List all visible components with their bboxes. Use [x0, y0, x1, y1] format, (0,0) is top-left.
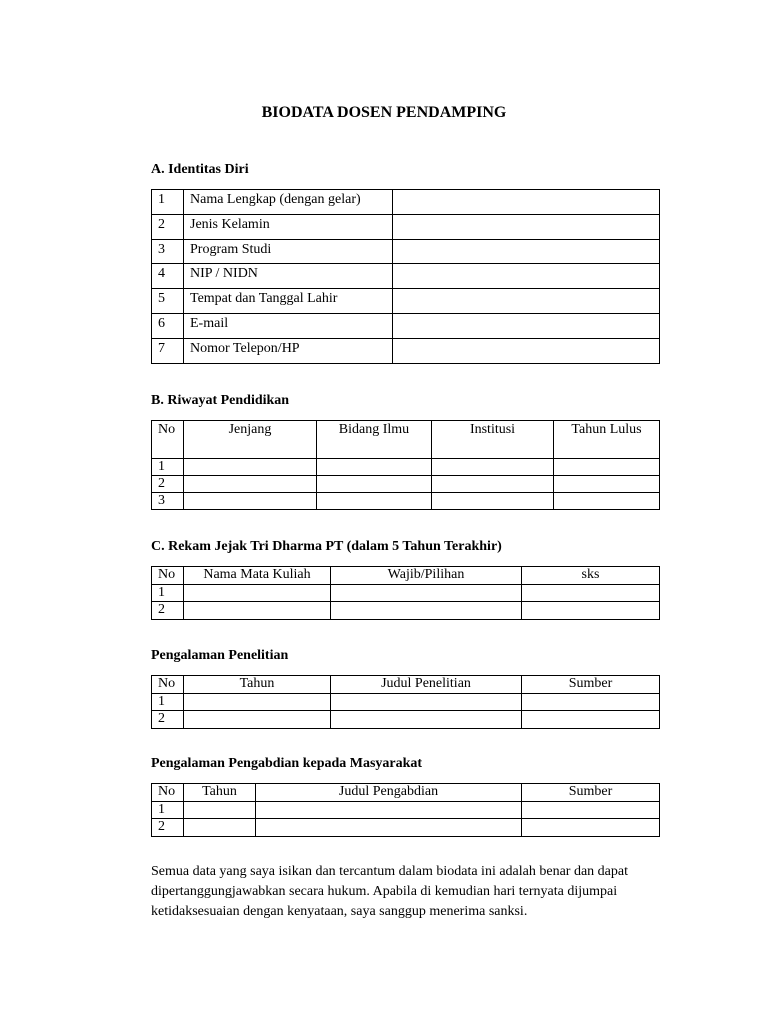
table-cell[interactable]: [522, 693, 660, 711]
identitas-diri-table: [151, 189, 660, 364]
row-number: 3: [152, 239, 184, 264]
table-cell[interactable]: [184, 584, 331, 602]
table-row: [152, 819, 660, 837]
table-cell[interactable]: [331, 602, 522, 620]
table-row: [152, 264, 660, 289]
penelitian-heading: Pengalaman Penelitian: [151, 648, 289, 663]
table-cell[interactable]: [432, 459, 554, 476]
column-header: Judul Pengabdian: [256, 784, 522, 802]
table-row: [152, 190, 660, 215]
column-header: Judul Penelitian: [331, 676, 522, 694]
pengabdian-table: [151, 783, 660, 837]
row-number: 1: [152, 693, 184, 711]
table-cell[interactable]: [432, 493, 554, 510]
table-cell[interactable]: [184, 693, 331, 711]
table-header-row: [152, 421, 660, 459]
table-row: [152, 693, 660, 711]
column-header: Institusi: [432, 421, 554, 459]
field-label: Nomor Telepon/HP: [184, 338, 393, 363]
table-cell[interactable]: [522, 602, 660, 620]
table-row: [152, 338, 660, 363]
table-cell[interactable]: [522, 801, 660, 819]
declaration-statement: Semua data yang saya isikan dan tercantum dalam biodata ini adalah benar dan dapat dipertanggungjawabkan secara hukum. Apabila di kemudian hari ternyata dijumpai ketidaksesuaian dengan kenyataan, saya sanggup menerima sanksi.: [151, 864, 628, 919]
row-number: 2: [152, 214, 184, 239]
column-header: No: [152, 784, 184, 802]
riwayat-pendidikan-table: [151, 420, 660, 510]
table-row: [152, 584, 660, 602]
column-header: Sumber: [522, 784, 660, 802]
table-header-row: [152, 784, 660, 802]
table-row: [152, 493, 660, 510]
table-cell[interactable]: [184, 476, 317, 493]
table-row: [152, 711, 660, 729]
table-cell[interactable]: [184, 493, 317, 510]
field-label: E-mail: [184, 313, 393, 338]
field-label: Tempat dan Tanggal Lahir: [184, 289, 393, 314]
table-cell[interactable]: [554, 476, 660, 493]
row-number: 3: [152, 493, 184, 510]
pengabdian-heading: Pengalaman Pengabdian kepada Masyarakat: [151, 756, 423, 771]
field-value[interactable]: [393, 190, 660, 215]
row-number: 2: [152, 711, 184, 729]
table-header-row: [152, 676, 660, 694]
row-number: 1: [152, 190, 184, 215]
table-cell[interactable]: [256, 819, 522, 837]
column-header: Jenjang: [184, 421, 317, 459]
table-cell[interactable]: [317, 493, 432, 510]
table-row: [152, 602, 660, 620]
column-header: Tahun: [184, 676, 331, 694]
column-header: No: [152, 567, 184, 585]
table-row: [152, 313, 660, 338]
row-number: 2: [152, 602, 184, 620]
table-cell[interactable]: [522, 584, 660, 602]
table-cell[interactable]: [554, 493, 660, 510]
field-label: NIP / NIDN: [184, 264, 393, 289]
column-header: No: [152, 421, 184, 459]
section-b-heading: B. Riwayat Pendidikan: [151, 393, 290, 408]
table-cell[interactable]: [331, 584, 522, 602]
field-label: Program Studi: [184, 239, 393, 264]
field-value[interactable]: [393, 313, 660, 338]
row-number: 4: [152, 264, 184, 289]
field-value[interactable]: [393, 239, 660, 264]
table-cell[interactable]: [184, 602, 331, 620]
table-cell[interactable]: [184, 801, 256, 819]
table-cell[interactable]: [184, 459, 317, 476]
table-cell[interactable]: [317, 459, 432, 476]
table-cell[interactable]: [331, 693, 522, 711]
penelitian-table: [151, 675, 660, 729]
section-a-heading: A. Identitas Diri: [151, 162, 249, 177]
column-header: sks: [522, 567, 660, 585]
table-cell[interactable]: [554, 459, 660, 476]
column-header: Wajib/Pilihan: [331, 567, 522, 585]
row-number: 1: [152, 459, 184, 476]
column-header: Sumber: [522, 676, 660, 694]
table-cell[interactable]: [256, 801, 522, 819]
row-number: 5: [152, 289, 184, 314]
table-cell[interactable]: [522, 819, 660, 837]
field-value[interactable]: [393, 214, 660, 239]
row-number: 2: [152, 476, 184, 493]
table-row: [152, 801, 660, 819]
page-title: BIODATA DOSEN PENDAMPING: [261, 104, 507, 121]
column-header: Bidang Ilmu: [317, 421, 432, 459]
row-number: 2: [152, 819, 184, 837]
section-c-heading: C. Rekam Jejak Tri Dharma PT (dalam 5 Tahun Terakhir): [151, 539, 502, 554]
field-value[interactable]: [393, 289, 660, 314]
table-cell[interactable]: [184, 711, 331, 729]
field-value[interactable]: [393, 338, 660, 363]
table-cell[interactable]: [317, 476, 432, 493]
table-row: [152, 239, 660, 264]
row-number: 7: [152, 338, 184, 363]
table-cell[interactable]: [331, 711, 522, 729]
table-row: [152, 289, 660, 314]
tri-dharma-table: [151, 566, 660, 620]
table-cell[interactable]: [432, 476, 554, 493]
field-label: Jenis Kelamin: [184, 214, 393, 239]
table-row: [152, 459, 660, 476]
field-value[interactable]: [393, 264, 660, 289]
table-row: [152, 214, 660, 239]
row-number: 1: [152, 801, 184, 819]
column-header: No: [152, 676, 184, 694]
column-header: Tahun Lulus: [554, 421, 660, 459]
table-header-row: [152, 567, 660, 585]
table-row: [152, 476, 660, 493]
table-cell[interactable]: [522, 711, 660, 729]
column-header: Nama Mata Kuliah: [184, 567, 331, 585]
row-number: 6: [152, 313, 184, 338]
column-header: Tahun: [184, 784, 256, 802]
field-label: Nama Lengkap (dengan gelar): [184, 190, 393, 215]
table-cell[interactable]: [184, 819, 256, 837]
row-number: 1: [152, 584, 184, 602]
